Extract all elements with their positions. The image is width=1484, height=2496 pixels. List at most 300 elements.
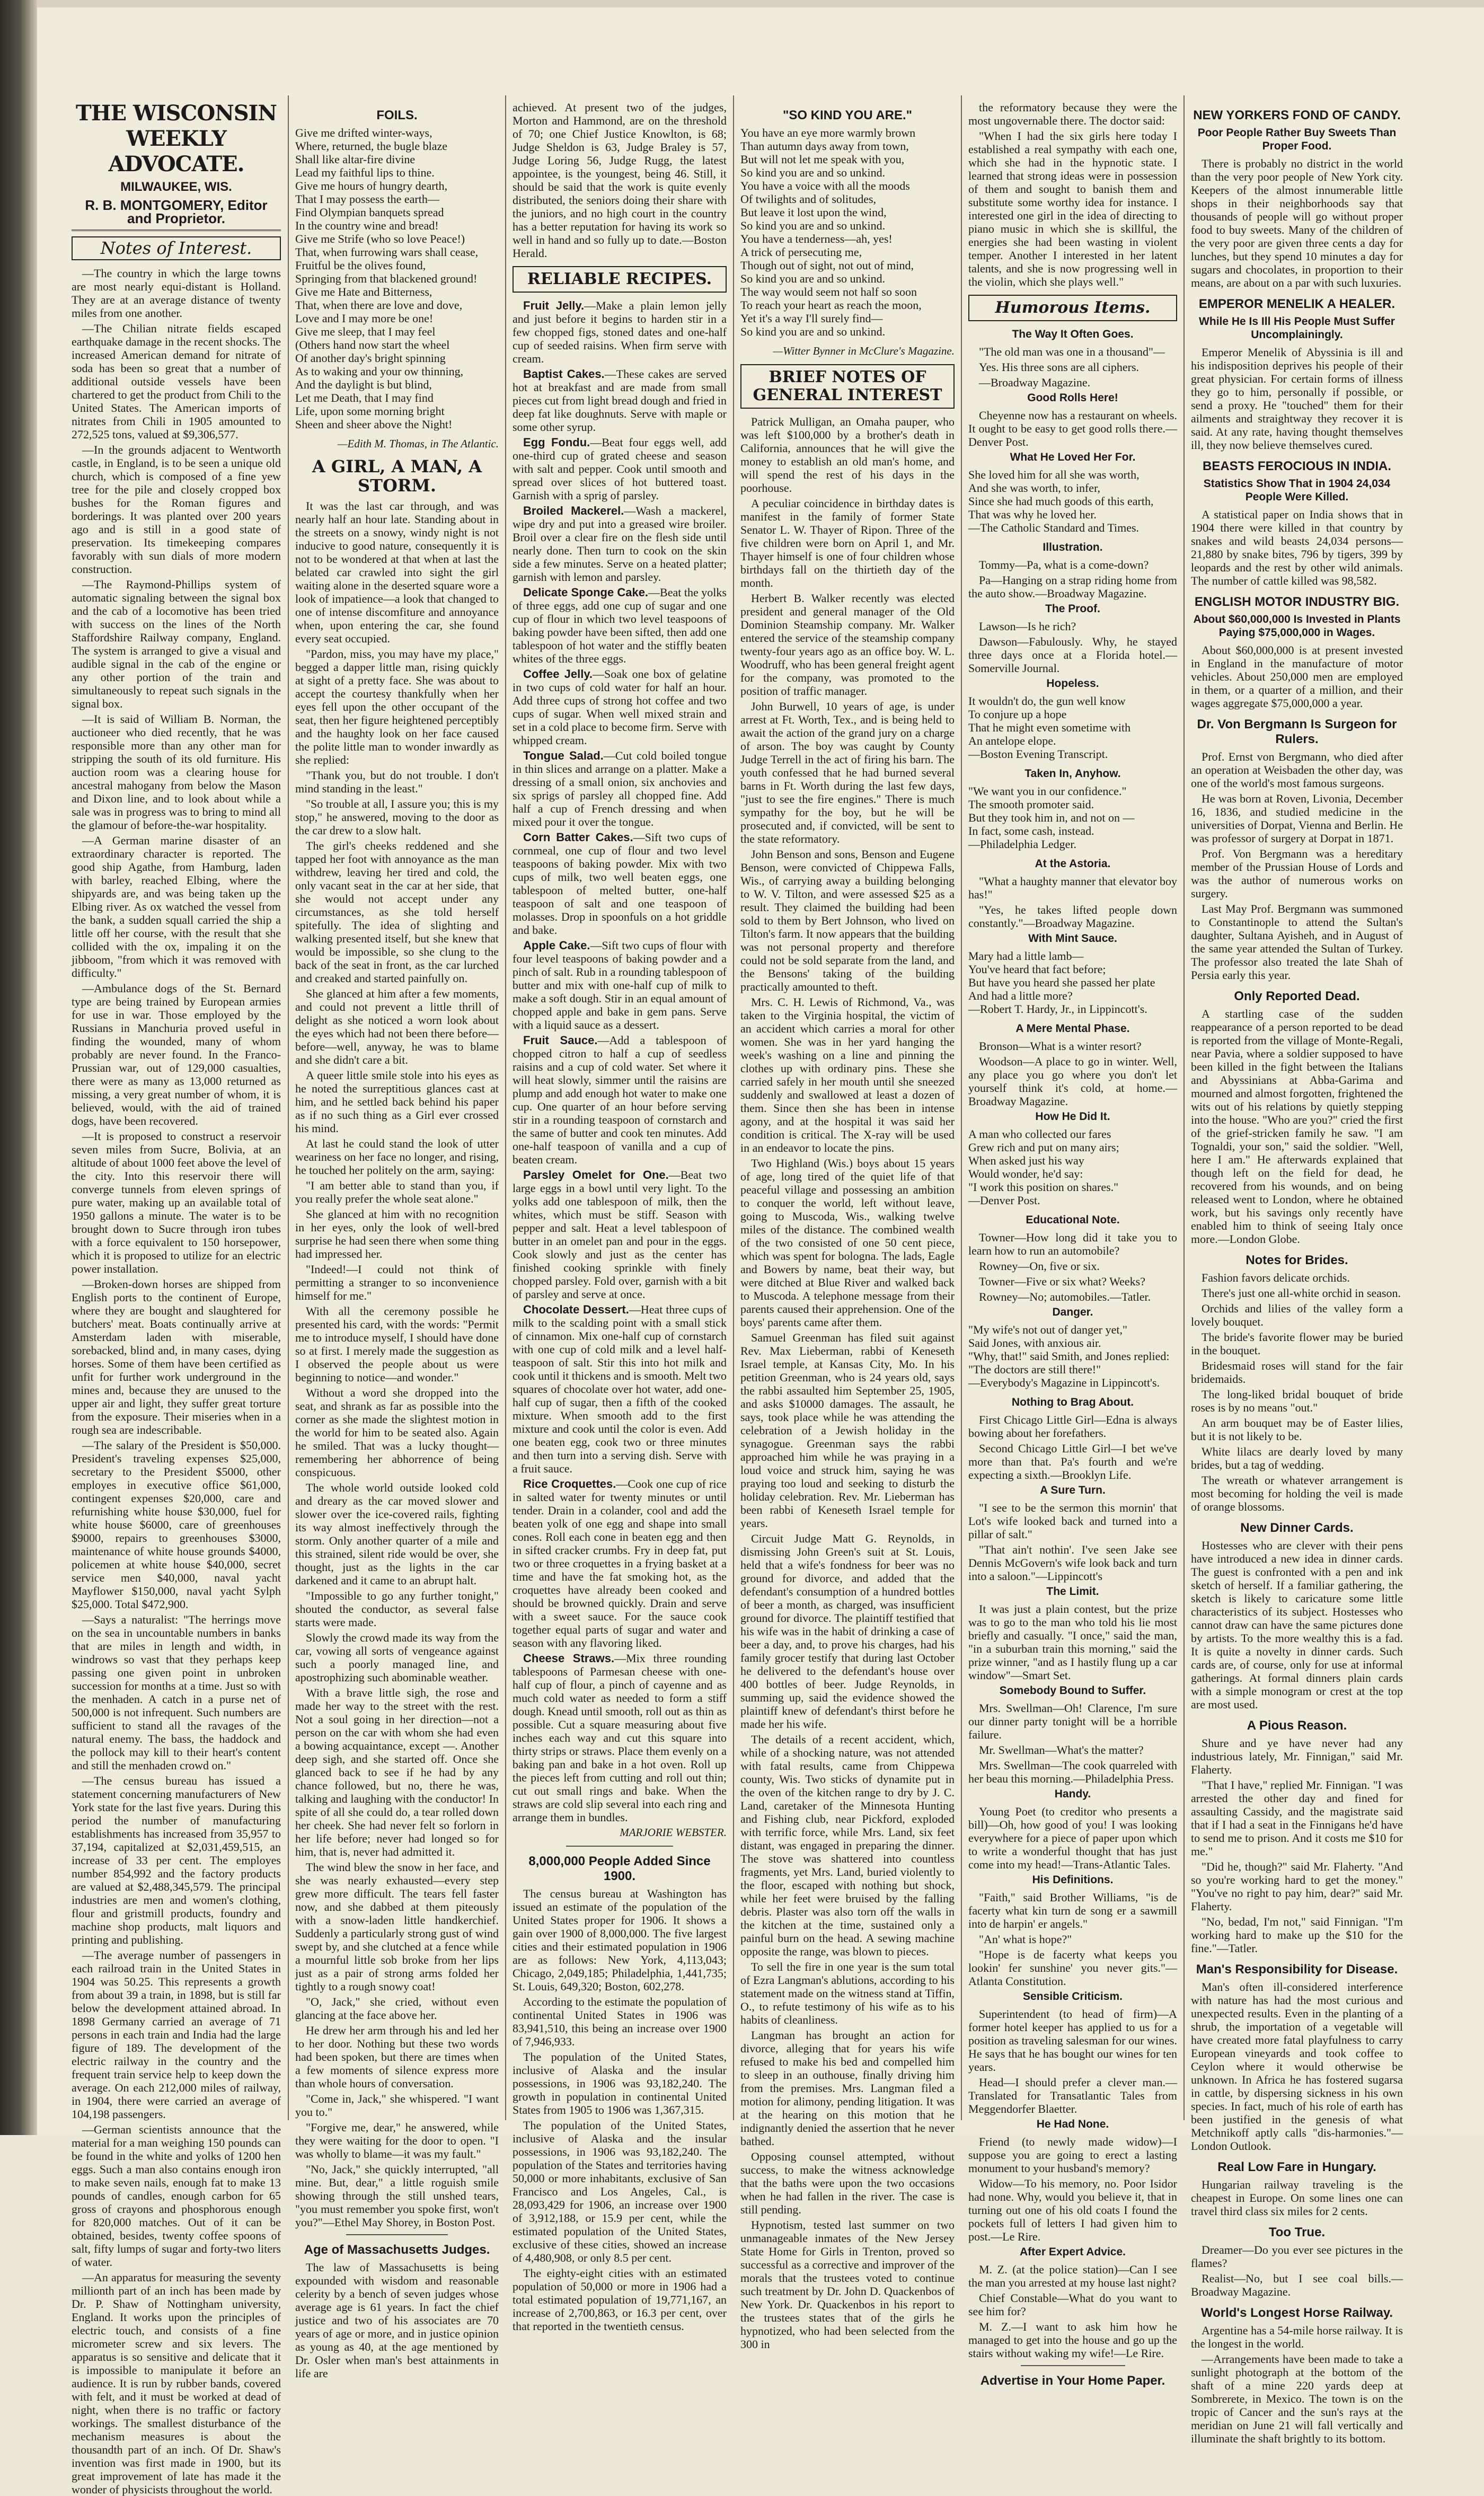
judges-continued: achieved. At present two of the judges, Morton and Hammond, are on the threshold of 70; one Chief Justice Knowlton, is 68; Judge Sheldon is 63, Judge Braley is 57, Judge Loring 56, Judge Rugg, the latest appointee, is the youngest, being 46. Still, it should be said that the work is quite evenly distributed, the seniors doing their share with the juniors, and no high court in the country has a better reputation for having its work so well in hand and so fully up to date.—Boston Herald.	[513, 101, 727, 260]
column-2	[295, 101, 499, 2380]
paragraph: The wind blew the snow in her face, and she was nearly exhausted—every step grew more difficult. The tears fell faster now, and she dabbed at them piteously with a snow-laden little handkerchief. Suddenly a particularly strong gust of wind swept by, and she clutched at a fence while a mournful little sob broke from her lips just as a pair of strong arms folded her tightly to a rough snowy coat!	[295, 1860, 499, 1993]
humor-item-line: M. Z.—I want to ask him how he managed to get into the house and go up the stairs without waking my wife!—Le Rire.	[968, 2320, 1177, 2360]
paragraph: Argentine has a 54-mile horse railway. It is the longest in the world.	[1191, 2324, 1403, 2350]
verse-line: "I work this position on shares."	[968, 1180, 1119, 1194]
poem-line: Lead my faithful lips to thine.	[295, 166, 435, 179]
verse-line: When asked just his way	[968, 1154, 1084, 1167]
footer-line: Advertise in Your Home Paper.	[980, 2374, 1165, 2388]
recipe	[513, 749, 727, 828]
humor-item-title: At the Astoria.	[1035, 858, 1111, 870]
humor-item-line: "The old man was one in a thousand"—	[979, 345, 1165, 358]
humor-item-line: Rowney—No; automobiles.—Tatler.	[979, 1290, 1151, 1303]
recipe	[513, 299, 727, 365]
verse-line: To conjure up a hope	[968, 708, 1067, 721]
paragraph: The whole world outside looked cold and dreary as the car moved slower and slower over the ice-covered rails, fighting its way almost ineffectively through the storm. Only another quarter of a mile and this strained, silent ride would be over, she thought, just as the lights in the car darkened and it came to an abrupt halt.	[295, 1481, 499, 1587]
separator	[346, 2234, 448, 2235]
humor-item-title: Hopeless.	[1046, 677, 1099, 690]
recipe-name: Baptist Cakes.	[523, 367, 605, 381]
verse-line: That was why he loved her.	[968, 508, 1097, 521]
humor-item-title: What He Loved Her For.	[1010, 451, 1136, 463]
recipe	[513, 667, 727, 747]
paragraph: The long-liked bridal bouquet of bride roses is by no means "out."	[1191, 1388, 1403, 1414]
humor-item-title: Handy.	[1054, 1788, 1091, 1800]
paper-title: THE WISCONSIN WEEKLY ADVOCATE.	[76, 101, 277, 177]
paragraph: —It is said of William B. Norman, the auctioneer who died recently, that he was responsible more than any other man for stripping the south of its old furniture. His auction room was a clearing house for ancestral mahogany from below the Mason and Dixon line, and to look about while a sale was in progress was to bring to mind all the glamour of before-the-war hospitality.	[72, 712, 281, 832]
verse-line: It wouldn't do, the gun well know	[968, 694, 1126, 708]
humor-item-verse	[968, 1127, 1177, 1207]
humor-item-line: Superintendent (to head of firm)—A former hotel keeper has applied to us for a position as traveling salesman for our wines. He says that he has bought our wines for ten years.	[968, 2007, 1177, 2074]
separator	[1021, 2365, 1125, 2366]
misc-sections	[1191, 108, 1403, 2445]
humor-item-title: How He Did It.	[1035, 1110, 1110, 1123]
paragraph: Without a word she dropped into the seat, and shrank as far as possible into the corner as she made the slightest motion in the world for him to be seated also. Again he smiled. That was a lucky thought—remembering her abhorrence of being conspicuous.	[295, 1386, 499, 1479]
paragraph: —German scientists announce that the material for a man weighing 150 pounds can be found in the white and yolks of 1200 hen eggs. Such a man also contains enough iron to make seven nails, enough fat to make 13 pounds of candles, enough carbon for 65 gross of crayons and phosphorous enough for 820,000 matches. Out of it can be obtained, besides, twenty coffee spoons of salt, fifty lumps of sugar and forty-two liters of water.	[72, 2123, 281, 2269]
section-title: Dr. Von Bergmann Is Surgeon for Rulers.	[1197, 717, 1397, 746]
section-title: NEW YORKERS FOND OF CANDY.	[1193, 108, 1401, 122]
paragraph: The details of a recent accident, which, while of a shocking nature, was not attended with fatal results, came from Chippewa county, Wis. Two sticks of dynamite put in the oven of the kitchen range to dry by J. C. Land, caretaker of the Minnesota Hunting and Fishing club, near Pickford, exploded with terrific force, while Mrs. Land, six feet distant, was engaged in preparing the dinner. The stove was shattered into countless fragments, yet Mrs. Land, buried violently to the floor, escaped with nothing but shock, while her feet were bruised by the falling debris. Plaster was also torn off the walls in the kitchen at the time, sustained only a painful burn on the head. A sewing machine opposite the range, was blown to pieces.	[740, 1733, 955, 1958]
humor-item-line: "That ain't nothin'. I've seen Jake see Dennis McGovern's wife look back and turn into a saloon."—Lippincott's	[968, 1543, 1177, 1583]
poem-line: A trick of persecuting me,	[740, 245, 862, 259]
poem-line: So kind you are and so unkind.	[740, 166, 886, 179]
humorous-heading: Humorous Items.	[968, 295, 1177, 321]
humor-item-title: Sensible Criticism.	[1023, 1990, 1123, 2003]
humor-item-line: Young Poet (to creditor who presents a bill)—Oh, how good of you! I was looking everywhere for a piece of paper upon which to write a wonderful thought that has just come into my head!—Trans-Atlantic Tales.	[968, 1805, 1177, 1871]
column-rule	[733, 95, 734, 2120]
column-6	[1191, 101, 1403, 2445]
poem-line: Give me Strife (who so love Peace!)	[295, 232, 465, 245]
paragraph: "Pardon, miss, you may have my place," begged a dapper little man, rising quickly at sight of a pretty face. She was about to accept the courtesy thankfully when her eyes fell upon the other occupant of the seat, then her figure heightened perceptibly and the haughty look on her face caused the polite little man to wonder inwardly as she replied:	[295, 647, 499, 766]
brief-notes-heading: BRIEF NOTES OF GENERAL INTEREST	[740, 364, 955, 409]
humor-item-title: Educational Note.	[1026, 1214, 1120, 1226]
humor-item-line: Towner—Five or six what? Weeks?	[979, 1275, 1145, 1288]
humor-item-verse	[968, 949, 1177, 1016]
story-body	[295, 499, 499, 2229]
humor-item-title: The Proof.	[1045, 603, 1100, 615]
humor-item-line: Head—I should prefer a clever man.—Translated for Transatlantic Tales from Meggendorfer Blaetter.	[968, 2076, 1177, 2115]
paragraph: A peculiar coincidence in birthday dates is manifest in the family of former State Senator L. W. Thayer of Ripon. Three of the five children were born on April 1, and Mr. Thayer himself is one of four children whose birthdays fall on the thirtieth day of the month.	[740, 497, 955, 589]
poem-line: Of twilights and of solitudes,	[740, 192, 877, 206]
column-rule	[288, 95, 289, 2120]
paragraph: Samuel Greenman has filed suit against Rev. Max Lieberman, rabbi of Keneseth Israel temple, at Kansas City, Mo. In his petition Greenman, who is 24 years old, says the rabbi assaulted him September 25, 1905, and asks $10000 damages. The assault, he says, took place while he was attending the celebration of a Jewish holiday in the synagogue. Greenman says the rabbi approached him while he was praying in a loud voice and struck him, saying he was praying too loud and seeking to disturb the holiday celebration. Rev. Mr. Lieberman has been rabbi of Keneseth Israel temple for years.	[740, 1331, 955, 1530]
verse-line: Mary had a little lamb—	[968, 949, 1084, 963]
verse-line: Would wonder, he'd say:	[968, 1167, 1083, 1180]
paragraph: White lilacs are dearly loved by many brides, but a tag of wedding.	[1191, 1445, 1403, 1471]
paragraph: Orchids and lilies of the valley form a lovely bouquet.	[1191, 1302, 1403, 1328]
poem-line: Give me hours of hungry dearth,	[295, 179, 448, 192]
census-body	[513, 1887, 727, 2333]
paragraph: It was the last car through, and was nearly half an hour late. Standing about in the streets on a snowy, windy night is not inducive to good nature, consequently it is not to be wondered at that when at last the belated car crawled into sight the girl waiting alone in the deserted square wore a look of impatience—a look that changed to one of intense discomfiture and annoyance when, upon entering the car, she found every seat occupied.	[295, 499, 499, 645]
paragraph: Herbert B. Walker recently was elected president and general manager of the Old Dominion Steamship company. Mr. Walker entered the service of the steamship company twenty-four years ago as an office boy. W. L. Woodruff, who has been general freight agent for the company, was promoted to the position of traffic manager.	[740, 592, 955, 698]
poem-line: So kind you are and so unkind.	[740, 219, 886, 232]
verse-line: The smooth promoter said.	[968, 798, 1094, 811]
paragraph: John Burwell, 10 years of age, is under arrest at Ft. Worth, Tex., and is being held to await the action of the grand jury on a charge of arson. The boy was caught by County Judge Terrell in the act of firing his barn. The youth confessed that he had burned several barns in Ft. Worth during the last few days, "just to see the fire engines." There is much sympathy for the boy, but he will be prosecuted and, if convicted, will be sent to the state reformatory.	[740, 700, 955, 845]
recipe	[513, 1034, 727, 1166]
poem-line: Give me sleep, that I may feel	[295, 325, 436, 338]
paragraph: At last he could stand the look of utter weariness on her face no longer, and rising, he touched her politely on the arm, saying:	[295, 1137, 499, 1177]
verse-line: "Why, that!" said Smith, and Jones replied:	[968, 1350, 1170, 1363]
recipe-name: Corn Batter Cakes.	[523, 831, 633, 844]
humor-item-line: Cheyenne now has a restaurant on wheels. It ought to be easy to get good rolls there.—Denver Post.	[968, 409, 1177, 448]
humor-item-line: Lawson—Is he rich?	[979, 620, 1076, 633]
humor-item-title: A Mere Mental Phase.	[1015, 1022, 1130, 1035]
paper-editor: R. B. MONTGOMERY, Editor and Proprietor.	[85, 197, 268, 226]
verse-line: But they took him in, and not on —	[968, 811, 1135, 824]
poem-line: And the daylight is but blind,	[295, 378, 432, 391]
humor-item-title: A Sure Turn.	[1040, 1484, 1106, 1496]
paragraph: "I am better able to stand than you, if you really prefer the whole seat alone."	[295, 1179, 499, 1205]
paragraph: With a brave little sigh, the rose and made her way to the street with the rest. Not a soul going in her direction—not a person on the car with whom she had even a bowing acquaintance, except —. Another deep sigh, and she started off. Once she glanced back to see if he had by any chance followed, but no, there he was, talking and laughing with the conductor! In spite of all she could do, a tear rolled down her cheek. She had never felt so forlorn in her life before; never had longed so for him, that is, never had admitted it.	[295, 1686, 499, 1858]
paragraph: Opposing counsel attempted, without success, to make the witness acknowledge that the baths were upon the two occasions when he had fallen in the river. The case is still pending.	[740, 2150, 955, 2216]
recipe-name: Cheese Straws.	[523, 1652, 615, 1665]
paragraph: John Benson and sons, Benson and Eugene Benson, were convicted of Chippewa Falls, Wis., of carrying away a building belonging to W. V. Tilton, and were assessed $25 as a result. They claimed the building had been sold to them by Bert Johnson, who lived on Tilton's farm. It now appears that the building was not personal property and therefore could not be sold separate from the land, and the Bensons' taking of the building practically amounted to theft.	[740, 848, 955, 993]
section-subtitle: About $60,000,000 Is Invested in Plants Paying $75,000,000 in Wages.	[1193, 613, 1401, 639]
verse-line: —Boston Evening Transcript.	[968, 747, 1108, 761]
recipe	[513, 367, 727, 434]
paragraph: An arm bouquet may be of Easter lilies, but it is not likely to be.	[1191, 1416, 1403, 1443]
recipe	[513, 939, 727, 1031]
poem-line: Life, upon some morning bright	[295, 404, 445, 418]
paragraph: "Impossible to go any further tonight," shouted the conductor, as several false starts were made.	[295, 1589, 499, 1629]
section-title: World's Longest Horse Railway.	[1200, 2306, 1393, 2320]
poem-line: Yet it's a way I'll surely find—	[740, 312, 883, 325]
humor-item-line: Second Chicago Little Girl—I bet we've more than that. Pa's fourth and we're expecting a sixth.—Brooklyn Life.	[968, 1442, 1177, 1481]
poem-line: Let me Death, that I may find	[295, 391, 434, 404]
poem-line: In the country wine and bread!	[295, 219, 439, 232]
paragraph: "No, bedad, I'm not," said Finnigan. "I'm working hard to make up the $10 for the fine."—Tatler.	[1191, 1915, 1403, 1955]
page-top-edge	[0, 0, 1484, 7]
humor-item-line: Pa—Hanging on a strap riding home from the auto show.—Broadway Magazine.	[968, 574, 1177, 600]
paragraph: —An apparatus for measuring the seventy millionth part of an inch has been made by Dr. P. Shaw of Nottingham university, England. It works upon the principles of electric touch, and consists of a fine micrometer screw and six levers. The apparatus is so sensitive and delicate that it is impossible to manipulate it before an audience. It is run by rubber bands, covered with felt, and it must be worked at dead of night, when there is no traffic or factory workings. The smallest disturbance of the mechanism measures is about the thousandth part of an inch. Of Dr. Shaw's invention was first made in 1900, but its great improvement of late has made it the wonder of physicists throughout the world.	[72, 2271, 281, 2496]
humor-item-line: Widow—To his memory, no. Poor Isidor had none. Why, would you believe it, that in turning out one of his old coats I found the pockets full of letters I had given him to post.—Le Rire.	[968, 2177, 1177, 2243]
recipe	[513, 1168, 727, 1301]
recipe-name: Rice Croquettes.	[523, 1477, 616, 1490]
section-subtitle: Statistics Show That in 1904 24,034 People Were Killed.	[1203, 478, 1391, 503]
paragraph: Two Highland (Wis.) boys about 15 years of age, long tired of the quiet life of that peaceful village and possessing an ambition to conquer the world, left without leave, going to Muscoda, Wis., walking twelve miles of the distance. The combined wealth of the two consisted of one 50 cent piece, which was spent for bologna. The lads, Eagle and Bowers by name, beat their way, but were ditched at Blue River and walked back to Muscoda. A telephone message from their parents caused their apprehension. One of the boys' parents came after them.	[740, 1157, 955, 1329]
poem-line: But leave it lost upon the wind,	[740, 206, 887, 219]
paragraph: Fashion favors delicate orchids.	[1202, 1271, 1350, 1284]
recipe	[513, 586, 727, 665]
paragraph: "Come in, Jack," she whispered. "I want you to."	[295, 2092, 499, 2119]
recipe-name: Apple Cake.	[523, 939, 590, 952]
paragraph: Mrs. C. H. Lewis of Richmond, Va., was taken to the Virginia hospital, the victim of an accident which carries a moral for other women. She was in her yard hanging the week's washing on a line and pinning the clothes up with ordinary pins. These she carried safely in her mouth until she sneezed suddenly and swallowed at least a dozen of them. Since then she has been in intense agony, and at the hospital it was said her condition is critical. The X-ray will be used in an endeavor to locate the pins.	[740, 995, 955, 1154]
recipe-name: Tongue Salad.	[523, 749, 604, 762]
paragraph: Dreamer—Do you ever see pictures in the flames?	[1191, 2243, 1403, 2270]
paragraph: —Ambulance dogs of the St. Bernard type are being trained by European armies for use in war. Those employed by the Russians in Manchuria proved useful in finding the wounded, many of whom probably are never found. In the Franco-Prussian war, out of 129,000 casualties, there were as many as 13,000 returned as missing, a very great number of whom, it is believed, would, with the aid of trained dogs, have been recovered.	[72, 982, 281, 1127]
column-1	[72, 101, 281, 2496]
humor-item-line: "An' what is hope?"	[979, 1933, 1072, 1946]
verse-line: And had a little more?	[968, 989, 1073, 1002]
recipes-attribution: MARJORIE WEBSTER.	[620, 1826, 727, 1839]
paragraph: —Arrangements have been made to take a sunlight photograph at the bottom of the shaft of a mine 220 yards deep at Sombrerete, in Mexico. The town is on the tropic of Cancer and the sun's rays at the meridian on June 21 will fall vertically and illuminate the shaft brightly to its bottom.	[1191, 2352, 1403, 2445]
recipe	[513, 1477, 727, 1650]
poem-attribution: —Witter Bynner in McClure's Magazine.	[773, 345, 955, 357]
paragraph: —The census bureau has issued a statement concerning manufacturers of New York state for the last five years. During this period the number of manufacturing establishments has increased from 35,957 to 37,194, capitalized at $2,031,459,515, an increase of 33 per cent. The employes number 854,992 and the factory products are valued at $2,488,345,579. The principal industries are men and women's clothing, flour and gristmill products, foundry and machine shop products, malt liquors and printing and publishing.	[72, 1774, 281, 1946]
paragraph: The bride's favorite flower may be buried in the bouquet.	[1191, 1330, 1403, 1357]
paragraph: Emperor Menelik of Abyssinia is ill and his indisposition deprives his people of their great physician. For certain forms of illness they go to him, personally if possible, or send a proxy. He "touched" them for their ailments and straightway they recover it is said. At any rate, having thought themselves ill, they now believe themselves cured.	[1191, 346, 1403, 452]
verse-line: Grew rich and put on many airs;	[968, 1141, 1119, 1154]
humor-item-line: Mr. Swellman—What's the matter?	[979, 1743, 1144, 1757]
recipe	[513, 504, 727, 584]
paragraph: Prof. Von Bergmann was a hereditary member of the Prussian House of Lords and was the author of numerous works on surgery.	[1191, 847, 1403, 900]
humor-item-title: Illustration.	[1043, 541, 1103, 553]
separator	[566, 1846, 673, 1847]
paragraph: Last May Prof. Bergmann was summoned to Constantinople to attend the Sultan's daughter, Sultana Ayisheh, and in August of the same year attended the Sultan of Turkey. The professor also treated the late Shah of Persia early this year.	[1191, 902, 1403, 982]
humorous-items	[968, 328, 1177, 2360]
paragraph: "So trouble at all, I assure you; this is my stop," he answered, moving to the door as the car drew to a slow halt.	[295, 797, 499, 837]
verse-line: An antelope elope.	[968, 734, 1056, 747]
recipes-heading: RELIABLE RECIPES.	[513, 266, 727, 293]
recipes-list	[513, 299, 727, 1824]
poem-line: Of another day's bright spinning	[295, 351, 446, 365]
recipe-name: Broiled Mackerel.	[523, 504, 624, 517]
poem-line: So kind you are and so unkind.	[740, 325, 886, 338]
paragraph: Bridesmaid roses will stand for the fair bridemaids.	[1191, 1359, 1403, 1386]
poem-line: That I may possess the earth—	[295, 192, 439, 206]
recipe-text: —Sift two cups of flour with four level teaspoons of baking powder and a pinch of salt. Rub in a rounding tablespoon of butter and mix with one-half cup of milk to make a soft dough. Stir in an equal amount of chopped apple and bake in gem pans. Serve with a liquid sauce as a dessert.	[513, 939, 727, 1031]
paragraph: —Says a naturalist: "The herrings move on the sea in uncountable numbers in banks that are miles in length and width, in windrows so vast that they perhaps keep passing one given point in unbroken succession for months at a time. Just so with the menhaden. A catch in a purse net of 500,000 is not infrequent. Such numbers are sufficient to stand all the ravages of the natural enemy. The bass, the haddock and the pollock may kill to their heart's content and still the menhaden crowd on."	[72, 1613, 281, 1772]
recipe	[513, 1652, 727, 1824]
paragraph: The population of the United States, inclusive of Alaska and the insular possessions, in 1906 was 93,182,240. The population of the States and territories having 50,000 or more inhabitants, exclusive of San Francisco and Los Angeles, Cal., is 28,093,429 for 1906, an increase over 1900 of 3,912,188, or 15.9 per cent, while the estimated population of the United States, exclusive of these cities, showed an increase of 4,480,908, or only 8.5 per cent.	[513, 2119, 727, 2264]
paragraph: A startling case of the sudden reappearance of a person reported to be dead is reported from the village of Monte-Regali, near Pavia, where a soldier supposed to have been killed in the fight between the Italians and Abyssinians at Abba-Garima and mourned and almost forgotten, frightened the wits out of his relations by quietly stepping into the house. "Who are you?" cried the first of the grief-stricken family he saw. "I am Tognaldi, your son," said the soldier. "Well, here I am." He afterwards explained that though left on the field for dead, he recovered from his wounds, and on being released went to London, where he obtained work, but his savings only recently have enabled him to think of seeing Italy once more.—London Globe.	[1191, 1007, 1403, 1246]
paragraph: Hypnotism, tested last summer on two unmanageable inmates of the New Jersey State Home for Girls in Trenton, proved so successful as a corrective and improver of the morals that the trustees voted to continue such treatment by Dr. John D. Quackenbos of New York. Dr. Quackenbos in his report to the trustees states that of the girls he hypnotized, who had been selected from the 300 in	[740, 2218, 955, 2351]
humor-item-title: He Had None.	[1036, 2118, 1109, 2130]
verse-line: But have you heard she passed her plate	[968, 976, 1155, 989]
paragraph: Prof. Ernst von Bergmann, who died after an operation at Weisbaden the other day, was one of the world's most famous surgeons.	[1191, 750, 1403, 790]
paragraph: The population of the United States, inclusive of Alaska and the insular possessions, in 1906 was 93,182,240. The growth in population in continental United States from 1905 to 1906 was 1,367,315.	[513, 2050, 727, 2116]
paragraph: The eighty-eight cities with an estimated population of 50,000 or more in 1906 had a total estimated population of 19,771,167, an increase of 2,700,863, or 16.3 per cent, over that reported in the twentieth census.	[513, 2266, 727, 2333]
poem-line: That, when there are love and dove,	[295, 298, 463, 312]
recipe-text: —Mix three rounding tablespoons of Parmesan cheese with one-half cup of flour, a pinch of cayenne and as much cold water as needed to form a stiff dough. Knead until smooth, roll out as thin as possible. Cut a square measuring about five inches each way and cut this square into thirty strips or straws. Place them evenly on a baking pan and bake in a hot oven. Roll up the pieces left from cutting and roll out thin; cut out small rings and bake. When the straws are cold slip several into each ring and arrange them in bundles.	[513, 1652, 727, 1824]
recipe-name: Egg Fondu.	[523, 436, 590, 449]
section-title: A Pious Reason.	[1247, 1718, 1347, 1733]
verse-line: A man who collected our fares	[968, 1127, 1111, 1141]
notes-list	[72, 267, 281, 2496]
paragraph: —It is proposed to construct a reservoir seven miles from Sucre, Bolivia, at an altitude of about 1000 feet above the level of the city. Into this reservoir there will converge tunnels from eleven springs of pure water, making up an available total of 1950 gallons a minute. The water is to be brought down to Sucre through iron tubes with a force equivalent to 150 horsepower, which it is proposed to utilize for an electric power installation.	[72, 1130, 281, 1275]
poem-line: But will not let me speak with you,	[740, 153, 905, 166]
paragraph: Man's often ill-considered interference with nature has had the most curious and unexpected results. Even in the planting of a shrub, the importation of a vegetable will have created more fatal playfulness to carry European vineyards and took coffee to Ceylon where it would otherwise be unknown. In Africa he has fostered sugarsa in cattle, by dispersing sickness in his own species. In fact, much of his role of earth has been justified in the genesis of what Metchnikoff aptly calls "dis-harmonies."—London Outlook.	[1191, 1980, 1403, 2153]
poem-line: Give me drifted winter-ways,	[295, 126, 432, 139]
recipe-name: Parsley Omelet for One.	[523, 1168, 669, 1181]
recipe-text: —Make a plain lemon jelly and just before it begins to harden stir in a few chopped figs, stoned dates and one-half cup of seeded raisins. When firm serve with cream.	[513, 299, 727, 365]
section-title: BEASTS FEROCIOUS IN INDIA.	[1202, 459, 1392, 473]
verse-line: You've heard that fact before;	[968, 963, 1106, 976]
paragraph: Hostesses who are clever with their pens have introduced a new idea in dinner cards. The guest is confronted with a pen and ink sketch of herself. If a familiar gathering, the sketch is likely to caricature some little characteristics of its subject. Hostesses who cannot draw can have the same pictures done by artists. To the more wealthy this is a fad. It is quite a novelty in dinner cards. Such cards are, of course, only for use at informal gatherings. At formal dinners plain cards with a simple monogram or crest at the top are most used.	[1191, 1539, 1403, 1711]
verse-line: That he might even sometime with	[968, 721, 1131, 734]
poem-title: FOILS.	[376, 108, 418, 122]
humor-item-title: Good Rolls Here!	[1027, 392, 1118, 404]
recipe-text: —Heat three cups of milk to the scalding point with a small stick of cinnamon. Mix one-half cup of cornstarch with one cup of cold milk and a level half-teaspoon of salt. Stir this into hot milk and cook until it thickens and is smooth. Melt two squares of chocolate over hot water, add one-half cup of sugar, then a fifth of the cooked mixture. When smooth add to the first mixture and cook until the color is even. Add one beaten egg, cook two or three minutes and then turn into a serving dish. Serve with a fruit sauce.	[513, 1303, 727, 1475]
paragraph: "When I had the six girls here today I established a real sympathy with each one, which she had in the hypnotic state. I learned that strong ideas were in possession of them and sought to banish them and substitute some worthy idea for instance. I interested one girl in the idea of directing to piano music in which she is skillful, the energies she had been wasting in violent temper. Another I interested in her latent talents, and she is now progressing well in the violin, which she plays well."	[968, 129, 1177, 288]
paragraph: "Indeed!—I could not think of permitting a stranger to so inconvenience himself for me."	[295, 1263, 499, 1302]
section-subtitle: While He Is Ill His People Must Suffer Uncomplainingly.	[1199, 315, 1395, 341]
humor-item-title: His Definitions.	[1032, 1874, 1114, 1886]
hypnotism-continued	[968, 101, 1177, 288]
brief-notes-list	[740, 415, 955, 2351]
recipe-name: Fruit Sauce.	[523, 1034, 598, 1047]
humor-item-line: "I see to be the sermon this mornin' that Lot's wife looked back and turned into a pillar of salt."	[968, 1501, 1177, 1541]
column-4	[740, 101, 955, 2351]
poem-body	[740, 126, 955, 338]
paragraph: —The Raymond-Phillips system of automatic signaling between the signal box and the cab of a locomotive has been tried with success on the lines of the North Staffordshire Railway company, England. The system is arranged to give a visual and audible signal in the cab of the engine or any other portion of the train and simultaneously to repeat such signals in the signal box.	[72, 578, 281, 710]
humor-item-title: After Expert Advice.	[1020, 2246, 1126, 2258]
paragraph: the reformatory because they were the most ungovernable there. The doctor said:	[968, 101, 1177, 127]
paragraph: She glanced at him after a few moments, and could not prevent a little thrill of delight as she noticed a worn look about the eyes which had not been there before—before—well, anyway, he was to blame and she didn't care a bit.	[295, 987, 499, 1066]
humor-item-line: Yes. His three sons are all ciphers.	[979, 360, 1140, 374]
humor-item-title: Danger.	[1052, 1306, 1093, 1318]
paragraph: A queer little smile stole into his eyes as he noted the surreptitious glances cast at him, and he settled back behind his paper as if no such thing as a Girl ever crossed his mind.	[295, 1069, 499, 1135]
story-title: A GIRL, A MAN, A STORM.	[312, 456, 482, 496]
humor-item-line: M. Z. (at the police station)—Can I see the man you arrested at my house last night?	[968, 2263, 1177, 2289]
verse-line: —Denver Post.	[968, 1194, 1040, 1207]
column-rule	[1183, 95, 1185, 2120]
recipe	[513, 831, 727, 937]
humor-item-title: Taken In, Anyhow.	[1024, 768, 1121, 780]
paragraph: According to the estimate the population of continental United States in 1906 was 83,941,510, this being an increase over 1900 of 7,946,933.	[513, 1995, 727, 2048]
poem-line: Though out of sight, not out of mind,	[740, 259, 914, 272]
humor-item-title: Somebody Bound to Suffer.	[999, 1684, 1146, 1697]
humor-item-line: Dawson—Fabulously. Why, he stayed three days once at a Florida hotel.—Somerville Journal.	[968, 635, 1177, 675]
paragraph: —The average number of passengers in each railroad train in the United States in 1904 was 50.25. This represents a growth from about 39 a train, in 1898, but is still far below the development attained abroad. In 1898 Germany carried an average of 71 persons in each train and India had the large figure of 189. The development of the electric railway in the country and the frequent train service help to keep down the average. On each 212,000 miles of railway, in 1904, there were carried an average of 104,198 passengers.	[72, 1948, 281, 2121]
humor-item-line: "Yes, he takes lifted people down constantly."—Broadway Magazine.	[968, 903, 1177, 930]
column-3	[513, 101, 727, 2333]
poem-line: Sheen and sheer above the Night!	[295, 418, 453, 431]
recipe-text: —Sift two cups of cornmeal, one cup of flour and two level teaspoons of baking powder. Mix with two cups of milk, two well beaten eggs, one tablespoon of melted butter, one-half teaspoon of salt and one teaspoon of molasses. Drop in spoonfuls on a hot griddle and bake.	[513, 831, 727, 937]
humor-item-line: Towner—How long did it take you to learn how to run an automobile?	[968, 1231, 1177, 1257]
verse-line: In fact, some cash, instead.	[968, 824, 1094, 837]
humor-item-title: The Way It Often Goes.	[1012, 328, 1134, 340]
poem-line: (Others hand now start the wheel	[295, 338, 450, 351]
recipe-name: Chocolate Dessert.	[523, 1303, 629, 1316]
verse-line: —The Catholic Standard and Times.	[968, 521, 1140, 534]
paragraph: A statistical paper on India shows that in 1904 there were killed in that country by snakes and wild beasts 24,034 persons—21,880 by snake bites, 796 by tigers, 399 by leopards and the rest by other wild animals. The number of cattle killed was 98,582.	[1191, 508, 1403, 587]
column-rule	[961, 95, 962, 2120]
paragraph: Circuit Judge Matt G. Reynolds, in dismissing John Green's suit at St. Louis, held that a wife's fondness for beer was no ground for divorce, and added that the defendant's consumption of a hundred bottles of beer a month, as charged, was insufficient ground for divorce. The plaintiff testified that his wife was in the habit of drinking a case of beer a day, and, to prove his charges, had his family grocer testify that during last October he delivered to the defendant's house over 400 bottles of beer. Judge Reynolds, in summing up, said the evidence showed the plaintiff knew of defendant's thirst before he made her his wife.	[740, 1532, 955, 1731]
notes-banner: Notes of Interest.	[72, 236, 281, 260]
section-title: Real Low Fare in Hungary.	[1217, 2160, 1376, 2174]
humor-item-line: "Hope is de facerty what keeps you lookin' fer sunshine' you never gits."—Atlanta Constitution.	[968, 1948, 1177, 1988]
paragraph: Langman has brought an action for divorce, alleging that for years his wife refused to make his bed and compelled him to sleep in an outhouse, finally driving him from the premises. Mrs. Langman filed a motion for alimony, pending litigation. It was at the hearing on this motion that he indignantly denied the assertion that he never bathed.	[740, 2028, 955, 2148]
census-title: 8,000,000 People Added Since 1900.	[528, 1854, 711, 1883]
recipe-text: —Beat two large eggs in a bowl until very light. To the yolks add one tablespoon of milk, then the whites, which must be stiff. Season with pepper and salt. Heat a level tablespoon of butter in an omelet pan and pour in the eggs. Cook slowly and just as the center has finished cooking sprinkle with finely chopped parsley. Fold over, garnish with a bit of parsley and serve at once.	[513, 1168, 727, 1301]
poem-attribution: —Edith M. Thomas, in The Atlantic.	[337, 437, 499, 450]
paragraph: There is probably no district in the world than the very poor people of New York city. Keepers of the almost innumerable little shops in their neighborhoods say that thousands of people will go without proper food to buy sweets. Many of the children of the very poor are given three cents a day for lunches, but they spend 10 minutes a day for sugars and chocolates, in proportion to their means, are about on a par with such luxuries.	[1191, 157, 1403, 289]
section-subtitle: Poor People Rather Buy Sweets Than Proper Food.	[1197, 127, 1397, 152]
recipe-text: —Beat the yolks of three eggs, add one cup of sugar and one cup of flour in which two level teaspoons of baking powder have been sifted, then add one tablespoon of hot water and the stiffly beaten whites of the three eggs.	[513, 586, 727, 665]
paragraph: He was born at Roven, Livonia, December 16, 1836, and studied medicine in the universities of Dorpat, Vienna and Berlin. He was professor of surgery at Dorpat in 1871.	[1191, 792, 1403, 845]
recipe-text: —Cook one cup of rice in salted water for twenty minutes or until tender. Drain in a colander, cool and add the beaten yolk of one egg and shape into small cones. Roll each cone in beaten egg and then in sifted cracker crumbs. Fry in deep fat, put two or three croquettes in a frying basket at a time and have the fat smoking hot, as the croquettes have already been cooked and should be browned quickly. Drain and serve with a sweet sauce. For the sauce cook together equal parts of sugar and water and season with any flavoring liked.	[513, 1477, 727, 1650]
humor-item-line: Rowney—On, five or six.	[979, 1259, 1100, 1273]
verse-line: "My wife's not out of danger yet,"	[968, 1323, 1127, 1336]
poem-title: "SO KIND YOU ARE."	[782, 108, 913, 122]
poem-line: To reach your heart as reach the moon,	[740, 298, 922, 312]
humor-item-title: Nothing to Brag About.	[1011, 1396, 1134, 1408]
humor-item-line: Mrs. Swellman—Oh! Clarence, I'm sure our dinner party tonight will be a horrible failure.	[968, 1701, 1177, 1741]
paragraph: "Thank you, but do not trouble. I don't mind standing in the least."	[295, 769, 499, 795]
poem-line: As to waking and your ow thinning,	[295, 365, 464, 378]
humor-item-line: Mrs. Swellman—The cook quarreled with her beau this morning.—Philadelphia Press.	[968, 1759, 1177, 1785]
humor-item-line: Chief Constable—What do you want to see him for?	[968, 2291, 1177, 2318]
verse-line: —Philadelphia Ledger.	[968, 837, 1077, 851]
verse-line: And she was worth, to infer,	[968, 481, 1101, 495]
section-title: Too True.	[1268, 2225, 1326, 2239]
humor-item-line: "What a haughty manner that elevator boy has!"	[968, 875, 1177, 901]
paragraph: —In the grounds adjacent to Wentworth castle, in England, is to be seen a unique old church, which is composed of a fine yew tree for the pile and closely cropped box bushes for the Roman figures and borderings. It was planted over 200 years ago and is still in a good state of preservation. Its timekeeping compares favorably with sun dials of more modern construction.	[72, 443, 281, 576]
paragraph: —The salary of the President is $50,000. President's traveling expenses $25,000, secretary to the President $5000, other employes in executive office $61,000, contingent expenses $20,000, care and refurnishing white house $30,000, fuel for white house $6000, care of greenhouses $9000, repairs to greenhouses $3000, maintenance of white house grounds $4000, policemen at white house $40,000, secret service men $40,000, naval yacht Mayflower $150,000, naval yacht Sylph $25,000. Total $472,900.	[72, 1439, 281, 1611]
verse-line: "The doctors are still there!"	[968, 1363, 1101, 1376]
judges-body	[295, 2261, 499, 2380]
humor-item-line: First Chicago Little Girl—Edna is always bowing about her forefathers.	[968, 1413, 1177, 1440]
humor-item-line: It was just a plain contest, but the prize was to go to the man who told his lie most briefly and casually. "I once," said the man, "in a suburban train this morning," said the prize winner, "and as I hastily flung up a car window"—Smart Set.	[968, 1602, 1177, 1682]
poem-line: Than autumn days away from town,	[740, 139, 909, 153]
poem-line: You have a voice with all the moods	[740, 179, 910, 192]
paragraph: "Forgive me, dear," he answered, while they were waiting for the door to open. "I was wholly to blame—it was my fault."	[295, 2121, 499, 2160]
verse-line: "We want you in our confidence."	[968, 784, 1127, 798]
recipe-text: —Add a tablespoon of chopped citron to half a cup of seedless raisins and a cup of cold water. Set where it will heat slowly, simmer until the raisins are plump and add enough hot water to make one cup. One quarter of an hour before serving stir in a rounding teaspoon of cornstarch and the same of butter and cook ten minutes. Add one-half teaspoon of vanilla and a cup of beaten cream.	[513, 1034, 727, 1166]
recipe-text: —Cut cold boiled tongue in thin slices and arrange on a platter. Make a dressing of a small onion, six anchovies and six sprigs of parsley all chopped fine. Add half a cup of French dressing and when mixed pour it over the tongue.	[513, 749, 727, 828]
humor-item-line: Woodson—A place to go in winter. Well, any place you go where you don't let yourself think it's cold, at home.—Broadway Magazine.	[968, 1055, 1177, 1108]
paragraph: She glanced at him with no recognition in her eyes, only the look of well-bred surprise he had seen there when some thing had impressed her.	[295, 1207, 499, 1260]
section-title: Only Reported Dead.	[1234, 989, 1360, 1003]
section-title: Notes for Brides.	[1246, 1253, 1348, 1267]
paragraph: "Did he, though?" said Mr. Flaherty. "And so you're working hard to get the money." "You've no right to pay him, dear?" said Mr. Flaherty.	[1191, 1860, 1403, 1913]
paragraph: —A German marine disaster of an extraordinary character is reported. The good ship Agathe, from Hamburg, laden with barley, reached Elbing, where the shipyards are, and was being taken up the Elbing river. As ox watched the vessel from the bank, a sudden squall carried the ship a little off her course, with the result that she collided with the ox, impaling it on the jibboom, "from which it was removed with difficulty."	[72, 834, 281, 980]
section-title: New Dinner Cards.	[1240, 1521, 1354, 1535]
poem-line: Give me Hate and Bitterness,	[295, 285, 432, 298]
column-rule	[505, 95, 506, 2120]
recipe-text: —Beat four eggs well, add one-third cup of grated cheese and season with salt and pepper. Cook until smooth and spread over slices of hot buttered toast. Garnish with a sprig of parsley.	[513, 436, 727, 502]
paragraph: The wreath or whatever arrangement is most becoming for holding the veil is made of orange blossoms.	[1191, 1474, 1403, 1513]
poem-line: The way would seem not half so soon	[740, 285, 917, 298]
humor-item-line: Friend (to newly made widow)—I suppose you are going to erect a lasting monument to your husband's memory?	[968, 2135, 1177, 2175]
humor-item-line: "Faith," said Brother Williams, "is de facerty what kin turn de song er a sawmill into de harpin' er angels."	[968, 1891, 1177, 1930]
humor-item-line: Bronson—What is a winter resort?	[979, 1039, 1142, 1053]
verse-line: Said Jones, with anxious air.	[968, 1336, 1101, 1350]
humor-item-verse	[968, 1323, 1177, 1389]
judges-title: Age of Massachusetts Judges.	[304, 2243, 490, 2257]
poem-line: Fruitful be the olives found,	[295, 259, 426, 272]
section-title: ENGLISH MOTOR INDUSTRY BIG.	[1194, 595, 1400, 609]
paragraph: About $60,000,000 is at present invested in England in the manufacture of motor vehicles. About 250,000 men are employed in them, or a quarter of a million, and their wages aggregate $75,000,000 a year.	[1191, 643, 1403, 710]
verse-line: She loved him for all she was worth,	[968, 468, 1140, 481]
poem-body	[295, 126, 499, 431]
poem-line: So kind you are and so unkind.	[740, 272, 886, 285]
verse-line: —Everybody's Magazine in Lippincott's.	[968, 1376, 1160, 1389]
recipe-name: Delicate Sponge Cake.	[523, 586, 649, 599]
humor-item-title: The Limit.	[1046, 1585, 1099, 1598]
humor-item-title: With Mint Sauce.	[1028, 932, 1117, 945]
paragraph: With all the ceremony possible he presented his card, with the words: "Permit me to introduce myself, I should have done so at first. I merely made the suggestion as I observed the people about us were beginning to notice—and wonder."	[295, 1304, 499, 1384]
humor-item-line: Tommy—Pa, what is a come-down?	[979, 558, 1149, 571]
humor-item-verse	[968, 694, 1177, 761]
recipe	[513, 436, 727, 502]
paragraph: —The country in which the large towns are most nearly equi-distant is Holland. They are at an average distance of twenty miles from one another.	[72, 267, 281, 320]
paragraph: The girl's cheeks reddened and she tapped her foot with annoyance as the man withdrew, leaving her tired and cold, the only vacant seat in the car at her side, that she would not accept under any circumstances, as she told herself spitefully. The idea of slighting and walking presented itself, but she knew that would be impossible, so she clung to the back of the seat in front, as the car lurched and creaked and started painfully on.	[295, 839, 499, 985]
section-title: EMPEROR MENELIK A HEALER.	[1198, 297, 1395, 311]
humor-item-verse	[968, 468, 1177, 534]
paragraph: To sell the fire in one year is the sum total of Ezra Langman's ablutions, according to his statement made on the witness stand at Tiffin, O., to refute testimony of his wife as to his habits of cleanliness.	[740, 1960, 955, 2026]
poem-line: Love and I may more be one!	[295, 312, 434, 325]
paragraph: "O, Jack," she cried, without even glancing at the face above her.	[295, 1995, 499, 2022]
recipe-name: Coffee Jelly.	[523, 667, 593, 681]
poem-line: Shall like altar-fire divine	[295, 153, 416, 166]
column-5	[968, 101, 1177, 2388]
paragraph: —The Chilian nitrate fields escaped earthquake damage in the recent shocks. The increased American demand for nitrate of soda has been so great that a number of additional outside vessels have been chartered to get the product from Chili to the United States. The American imports of nitrates from Chili in 1905 amounted to 272,525 tons, valued at $9,306,577.	[72, 322, 281, 441]
paragraph: Patrick Mulligan, an Omaha pauper, who was left $100,000 by a brother's death in California, announces that he will give the money to establish an old man's home, and will spend the rest of his days in the poorhouse.	[740, 415, 955, 495]
poem-line: Where, returned, the bugle blaze	[295, 139, 448, 153]
paper-city: MILWAUKEE, WIS.	[120, 180, 232, 194]
recipe	[513, 1303, 727, 1475]
paragraph: Hungarian railway traveling is the cheapest in Europe. On some lines one can travel third class six miles for 2 cents.	[1191, 2178, 1403, 2218]
